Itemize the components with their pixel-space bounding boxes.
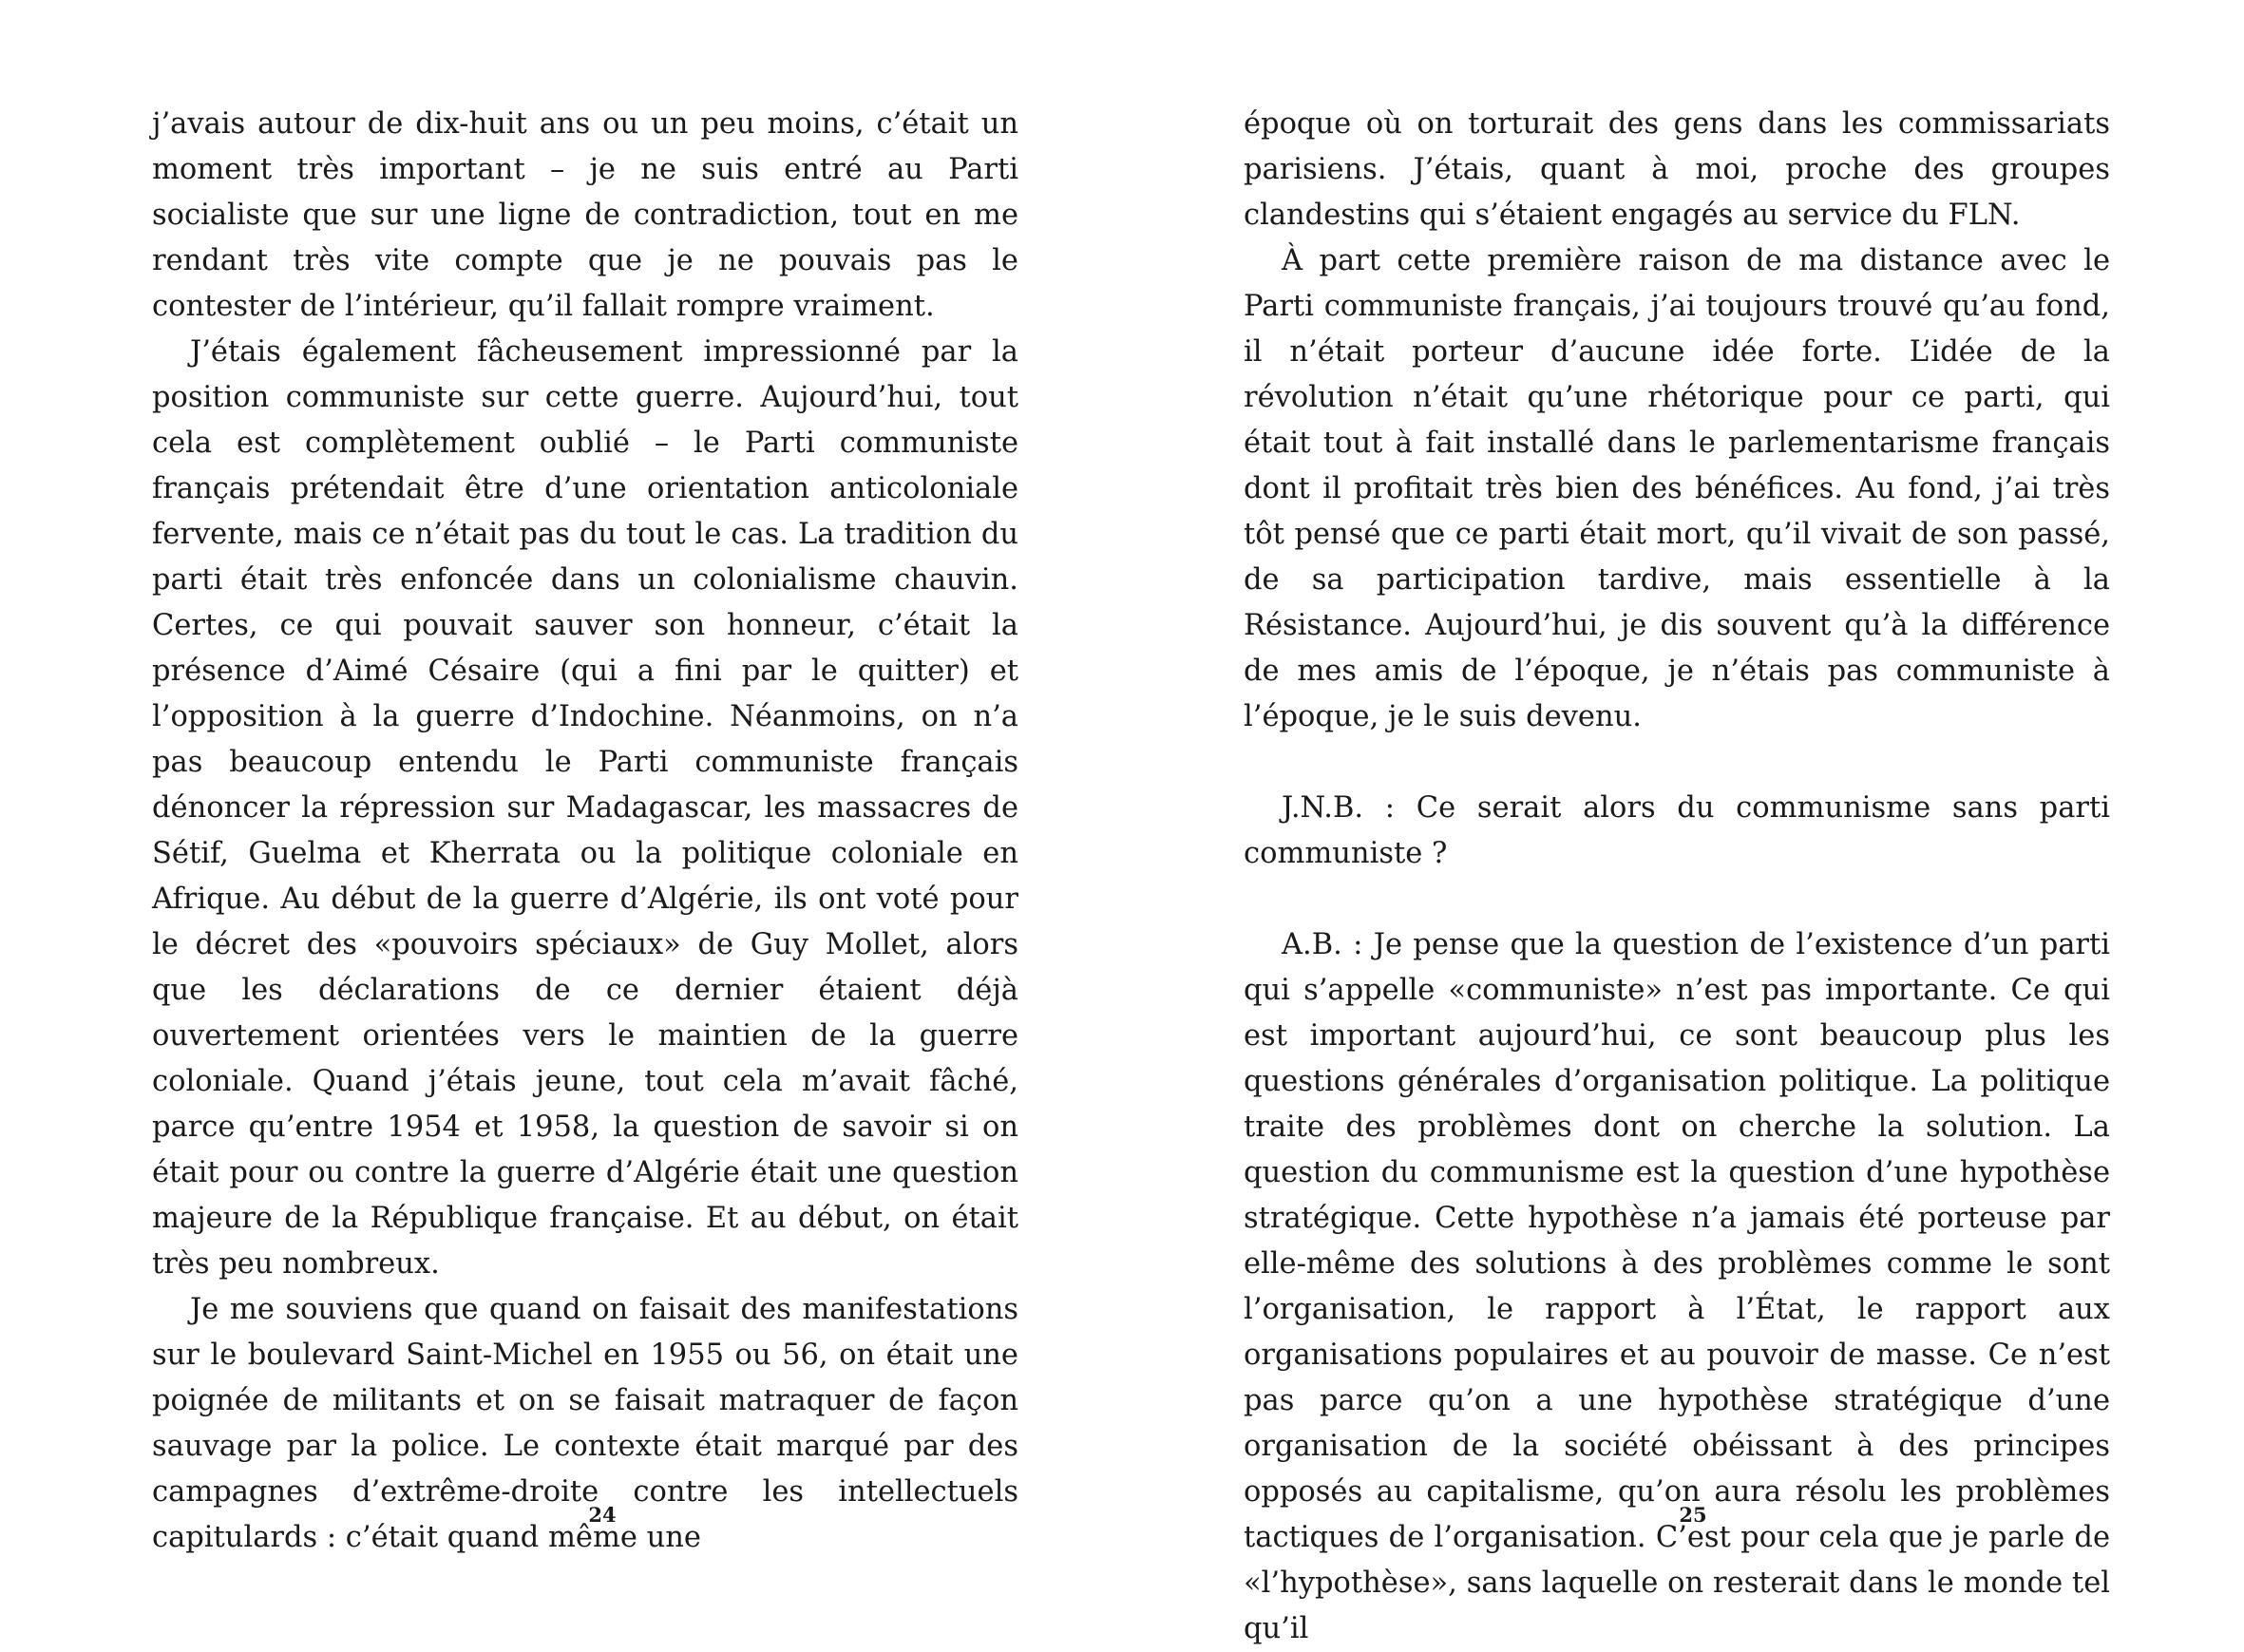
left-page-text <box>152 102 1018 1561</box>
paragraph: époque où on torturait des gens dans les commissariats parisiens. J’étais, quant à moi, proche des groupes clandestins qui s’étaient engagés au service du FLN. <box>1244 107 2110 232</box>
interviewee-answer: A.B. : Je pense que la question de l’existence d’un parti qui s’appelle «communiste» n’est pas importante. Ce qui est important aujourd’hui, ce sont beaucoup plus les questions générales d’organisation politique. La politique traite des problèmes dont on cherche la solution. La question du communisme est la question d’une hypothèse stratégique. Cette hypothèse n’a jamais été porteuse par elle-même des solutions à des problèmes comme le sont l’organisation, le rapport à l’État, le rapport aux organisations populaires et au pouvoir de masse. Ce n’est pas parce qu’on a une hypothèse stratégique d’une organisation de la société obéissant à des principes opposés au capitalisme, qu’on aura résolu les problèmes tactiques de l’organisation. C’est pour cela que je parle de «l’hypothèse», sans laquelle on resterait dans le monde tel qu’il <box>1244 928 2110 1645</box>
paragraph: Je me souviens que quand on faisait des manifestations sur le boulevard Saint-Michel en 1955 ou 56, on était une poignée de militants et on se faisait matraquer de façon sauvage par la police. Le contexte était marqué par des campagnes d’extrême-droite contre les intellectuels capitulards : c’était quand même une <box>152 1293 1018 1554</box>
paragraph: j’avais autour de dix-huit ans ou un peu moins, c’était un moment très important – je ne suis entré au Parti socialiste que sur une ligne de contradiction, tout en me rendant très vite compte que je ne pouvais pas le contester de l’intérieur, qu’il fallait rompre vraiment. <box>152 107 1018 323</box>
page-number: 25 <box>1679 1503 1707 1527</box>
paragraph: À part cette première raison de ma distance avec le Parti communiste français, j’ai toujours trouvé qu’au fond, il n’était porteur d’aucune idée forte. L’idée de la révolution n’était qu’une rhétorique pour ce parti, qui était tout à fait installé dans le parlementarisme français dont il profitait très bien des bénéfices. Au fond, j’ai très tôt pensé que ce parti était mort, qu’il vivait de son passé, de sa participation tardive, mais essentielle à la Résistance. Aujourd’hui, je dis souvent qu’à la différence de mes amis de l’époque, je n’étais pas communiste à l’époque, je le suis devenu. <box>1244 244 2110 733</box>
right-page-text <box>1244 102 2110 1652</box>
right-page <box>1122 0 2244 1645</box>
page-number: 24 <box>588 1503 617 1527</box>
left-page <box>0 0 1122 1601</box>
interviewer-question: J.N.B. : Ce serait alors du communisme sans parti communiste ? <box>1244 791 2110 870</box>
paragraph: J’étais également fâcheusement impressionné par la position communiste sur cette guerre. Aujourd’hui, tout cela est complètement oublié – le Parti communiste français prétendait être d’une orientation anticoloniale fervente, mais ce n’était pas du tout le cas. La tradition du parti était très enfoncée dans un colonialisme chauvin. Certes, ce qui pouvait sauver son honneur, c’était la présence d’Aimé Césaire (qui a fini par le quitter) et l’opposition à la guerre d’Indochine. Néanmoins, on n’a pas beaucoup entendu le Parti communiste français dénoncer la répression sur Madagascar, les massacres de Sétif, Guelma et Kherrata ou la politique coloniale en Afrique. Au début de la guerre d’Algérie, ils ont voté pour le décret des «pouvoirs spéciaux» de Guy Mollet, alors que les déclarations de ce dernier étaient déjà ouvertement orientées vers le maintien de la guerre coloniale. Quand j’étais jeune, tout cela m’avait fâché, parce qu’entre 1954 et 1958, la question de savoir si on était pour ou contre la guerre d’Algérie était une question majeure de la République française. Et au début, on était très peu nombreux. <box>152 335 1018 1281</box>
